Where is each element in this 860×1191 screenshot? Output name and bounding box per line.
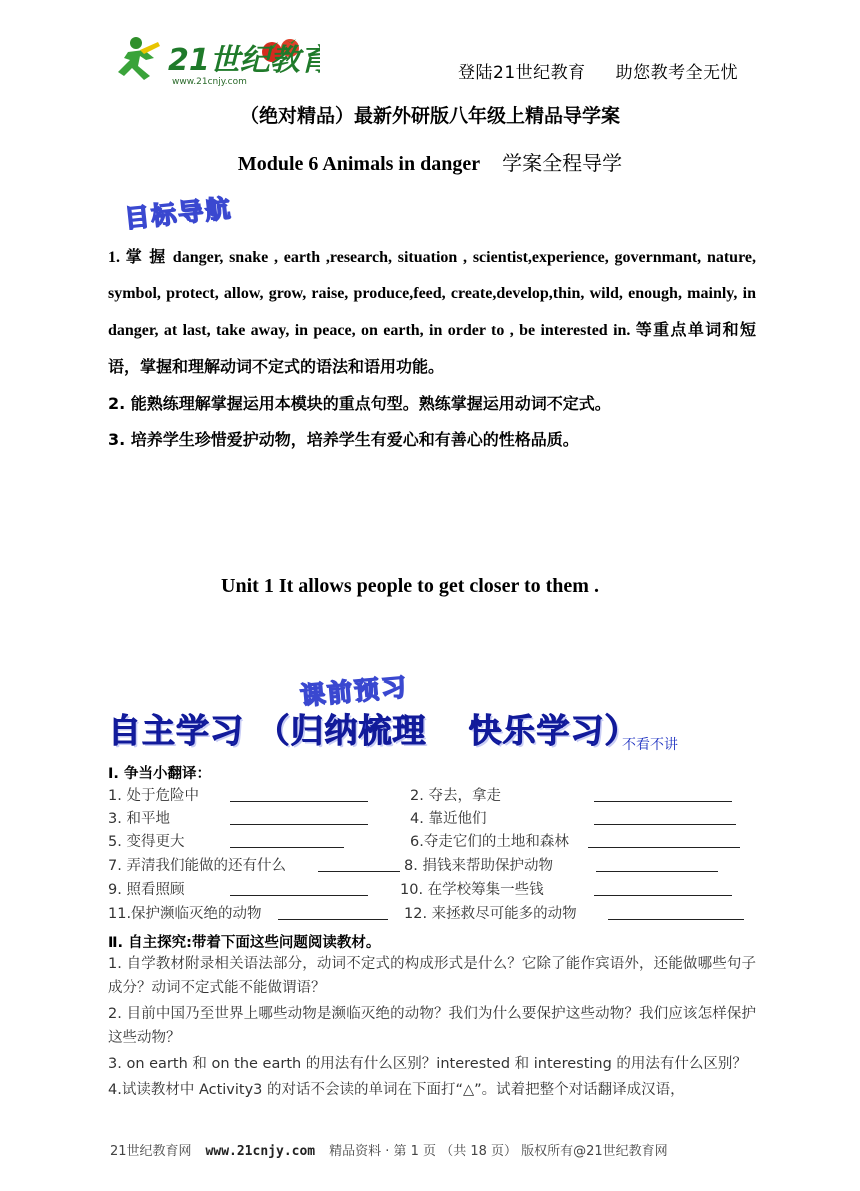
- inquiry-heading: Ⅱ. 自主探究:带着下面这些问题阅读教材。: [108, 935, 381, 951]
- objective-2: 2. 能熟练理解掌握运用本模块的重点句型。熟练掌握运用动词不定式。: [108, 394, 611, 413]
- translation-heading: Ⅰ. 争当小翻译：: [108, 766, 211, 782]
- answer-blank[interactable]: [230, 824, 368, 825]
- module-title: [0, 147, 860, 176]
- translation-row: [108, 807, 758, 829]
- page-footer: [110, 1140, 750, 1159]
- inquiry-question: 1. 自学教材附录相关语法部分，动词不定式的构成形式是什么？它除了能作宾语外，还能做哪些句子成分？动词不定式能不能做谓语？: [108, 956, 756, 996]
- answer-blank[interactable]: [318, 871, 400, 872]
- unit-title: Unit 1 It allows people to get closer to them .: [221, 575, 599, 597]
- inquiry-question: 3. on earth 和 on the earth 的用法有什么区别？interested 和 interesting 的用法有什么区别？: [108, 1056, 747, 1072]
- translation-item: 10. 在学校筹集一些钱: [400, 882, 544, 898]
- inquiry-question: 2. 目前中国乃至世界上哪些动物是濒临灭绝的动物？我们为什么要保护这些动物？我们应该怎样保护这些动物？: [108, 1006, 756, 1046]
- answer-blank[interactable]: [230, 895, 368, 896]
- translation-row: [108, 902, 758, 924]
- svg-text:课前预习: 课前预习: [299, 672, 410, 708]
- document-title: （绝对精品）最新外研版八年级上精品导学案: [239, 105, 620, 127]
- answer-blank[interactable]: [230, 847, 344, 848]
- translation-row: [108, 854, 758, 876]
- answer-blank[interactable]: [230, 801, 368, 802]
- objectives: [108, 240, 756, 458]
- answer-blank[interactable]: [594, 824, 736, 825]
- translation-item: 6.夺走它们的土地和森林: [410, 834, 569, 850]
- translation-item: 4. 靠近他们: [410, 811, 487, 827]
- slogan-right: 助您教考全无忧: [615, 63, 739, 83]
- section-banner: [108, 705, 639, 752]
- logo: [110, 30, 320, 88]
- answer-blank[interactable]: [608, 919, 744, 920]
- objective-3: 3. 培养学生珍惜爱护动物，培养学生有爱心和有善心的性格品质。: [108, 430, 579, 449]
- inquiry-question: 4.试读教材中 Activity3 的对话不会读的单词在下面打“△”。试着把整个对话翻译成汉语，: [108, 1082, 685, 1098]
- translation-row: [108, 784, 758, 806]
- not-read-note: 不看不讲: [622, 737, 678, 753]
- logo-url: www.21cnjy.com: [172, 77, 247, 87]
- logo-text: 21世纪教育: [168, 43, 320, 78]
- footer-info: 精品资料 · 第 1 页 （共 18 页） 版权所有@21世纪教育网: [329, 1144, 668, 1159]
- inquiry-questions: [108, 952, 756, 1104]
- module-title-en: Module 6 Animals in danger: [237, 153, 481, 175]
- translation-row: [108, 878, 758, 900]
- translation-item: 12. 来拯救尽可能多的动物: [404, 906, 577, 922]
- objective-1-cn: 等重点单词和短语，掌握和理解动词不定式的语法和语用功能。: [108, 320, 757, 376]
- logo-graphic: [110, 30, 320, 88]
- answer-blank[interactable]: [594, 801, 732, 802]
- translation-item: 9. 照看照顾: [108, 882, 185, 898]
- footer-site: 21世纪教育网: [110, 1144, 192, 1159]
- translation-row: [108, 830, 758, 852]
- translation-item: 2. 夺去，拿走: [410, 788, 501, 804]
- translation-item: 7. 弄清我们能做的还有什么: [108, 858, 286, 874]
- footer-url[interactable]: www.21cnjy.com: [205, 1144, 316, 1159]
- objective-1: [108, 240, 756, 386]
- translation-item: 8. 捐钱来帮助保护动物: [404, 858, 553, 874]
- answer-blank[interactable]: [278, 919, 388, 920]
- translation-item: 1. 处于危险中: [108, 788, 199, 804]
- runner-icon: [118, 37, 160, 80]
- translation-item: 11.保护濒临灭绝的动物: [108, 906, 262, 922]
- banner-part-2: （归纳梳理: [256, 711, 427, 750]
- objective-1-en: 1. 掌 握 danger, snake , earth ,research, situation , scientist,experience, governmant, nature, symbol, protect, allow, grow, raise, produce,feed, create,develop,thin, wild, enough, mainly, in danger, at last, take away, in peace, on earth, in order to , be interested in.: [108, 249, 756, 339]
- module-subtitle: 学案全程导学: [502, 151, 623, 175]
- answer-blank[interactable]: [588, 847, 740, 848]
- svg-text:目标导航: 目标导航: [123, 193, 234, 230]
- banner-part-1: 自主学习: [108, 711, 244, 750]
- banner-part-3: 快乐学习）: [468, 711, 639, 750]
- answer-blank[interactable]: [594, 895, 732, 896]
- goal-navigation-stamp: [118, 190, 278, 234]
- header-slogan: [458, 58, 738, 83]
- slogan-left: 登陆21世纪教育: [458, 63, 586, 83]
- translation-item: 5. 变得更大: [108, 834, 185, 850]
- translation-item: 3. 和平地: [108, 811, 170, 827]
- answer-blank[interactable]: [596, 871, 718, 872]
